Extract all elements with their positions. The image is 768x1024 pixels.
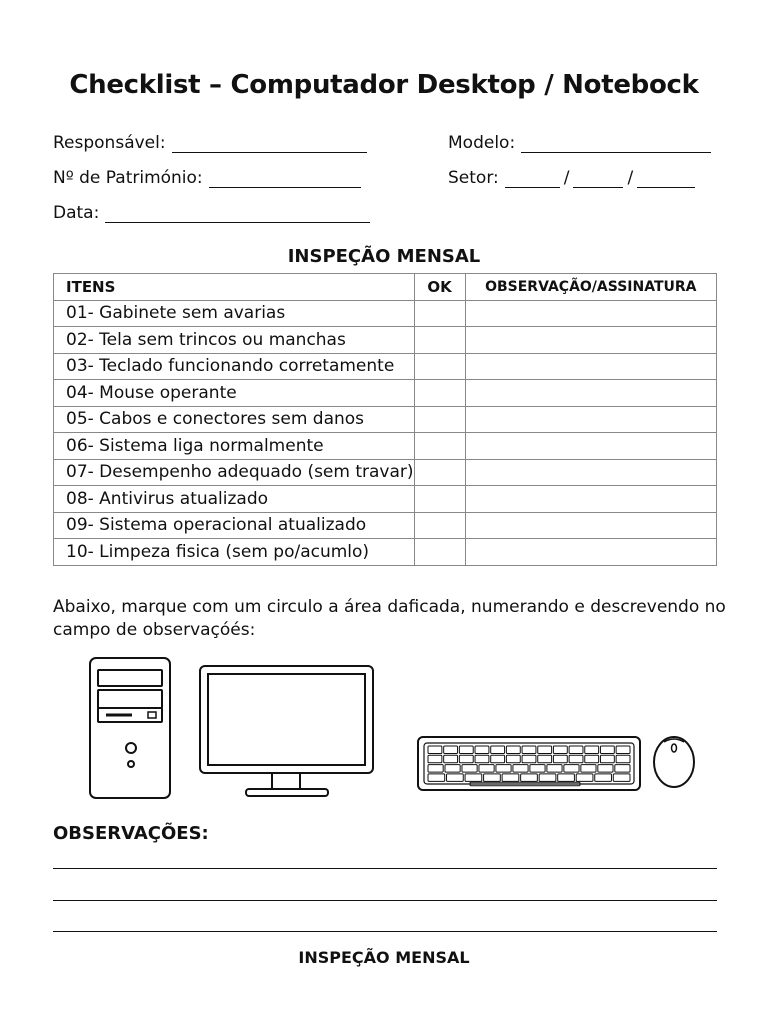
keyboard-key <box>581 765 596 773</box>
table-row <box>54 300 717 327</box>
observation-cell[interactable] <box>465 486 716 513</box>
patrimonio-field <box>53 168 361 188</box>
item-text: 05- Cabos e conectores sem danos <box>66 409 365 430</box>
setor-input-line-1[interactable] <box>505 169 560 188</box>
ok-cell[interactable] <box>414 300 465 327</box>
table-row <box>54 459 717 486</box>
observation-cell[interactable] <box>465 459 716 486</box>
item-text: 06- Sistema liga normalmente <box>66 435 324 456</box>
item-label <box>54 459 415 486</box>
observation-cell[interactable] <box>465 433 716 460</box>
keyboard-key <box>496 765 511 773</box>
keyboard-icon[interactable] <box>418 737 640 790</box>
ok-cell[interactable] <box>414 539 465 566</box>
keyboard-key <box>502 774 519 782</box>
mouse-icon[interactable] <box>654 737 694 787</box>
item-label <box>54 380 415 407</box>
table-row <box>54 539 717 566</box>
keyboard-key <box>521 774 538 782</box>
ok-cell[interactable] <box>414 327 465 354</box>
item-text: 03- Teclado funcionando corretamente <box>66 356 395 377</box>
keyboard-key <box>598 765 613 773</box>
keyboard-key <box>428 746 442 754</box>
item-label <box>54 327 415 354</box>
item-label <box>54 486 415 513</box>
item-text: 04- Mouse operante <box>66 382 237 403</box>
ok-cell[interactable] <box>414 353 465 380</box>
keyboard-key <box>506 746 520 754</box>
ok-cell[interactable] <box>414 459 465 486</box>
item-label <box>54 433 415 460</box>
keyboard-key <box>600 755 614 763</box>
keyboard-key <box>547 765 562 773</box>
ok-cell[interactable] <box>414 380 465 407</box>
item-text: 01- Gabinete sem avarias <box>66 303 286 324</box>
patrimonio-input-line[interactable] <box>209 169 361 188</box>
keyboard-key <box>447 774 464 782</box>
monitor-icon[interactable] <box>200 666 373 796</box>
table-row <box>54 406 717 433</box>
observations-title: OBSERVAÇÕES: <box>53 823 209 844</box>
keyboard-key <box>615 765 630 773</box>
observation-cell[interactable] <box>465 406 716 433</box>
item-label <box>54 539 415 566</box>
keyboard-key <box>553 746 567 754</box>
ok-cell[interactable] <box>414 406 465 433</box>
keyboard-key <box>616 746 630 754</box>
observation-cell[interactable] <box>465 353 716 380</box>
keyboard-key <box>558 774 575 782</box>
item-text: 10- Limpeza fisica (sem po/acumlo) <box>66 541 370 562</box>
keyboard-key <box>428 765 443 773</box>
keyboard-key <box>600 746 614 754</box>
equipment-drawings <box>0 650 768 810</box>
item-text: 08- Antivirus atualizado <box>66 488 269 509</box>
keyboard-key <box>564 765 579 773</box>
item-label <box>54 512 415 539</box>
setor-slash-1: / <box>563 168 570 188</box>
ok-cell[interactable] <box>414 486 465 513</box>
observation-line-1[interactable] <box>53 868 717 869</box>
observation-cell[interactable] <box>465 300 716 327</box>
keyboard-key <box>522 746 536 754</box>
observation-cell[interactable] <box>465 512 716 539</box>
table-row <box>54 353 717 380</box>
keyboard-key <box>484 774 501 782</box>
keyboard-key <box>444 755 458 763</box>
keyboard-key <box>539 774 556 782</box>
responsavel-field <box>53 133 367 153</box>
setor-field <box>448 168 695 188</box>
keyboard-key <box>585 746 599 754</box>
responsavel-label: Responsável: <box>53 133 166 153</box>
keyboard-key <box>513 765 528 773</box>
table-header-row <box>54 274 717 301</box>
keyboard-key <box>613 774 630 782</box>
keyboard-key <box>506 755 520 763</box>
keyboard-key <box>475 746 489 754</box>
keyboard-key <box>538 755 552 763</box>
item-text: 09- Sistema operacional atualizado <box>66 515 367 536</box>
item-text: 07- Desempenho adequado (sem travar) <box>66 462 414 483</box>
item-label <box>54 353 415 380</box>
setor-input-line-3[interactable] <box>637 169 695 188</box>
setor-slash-2: / <box>627 168 634 188</box>
data-label: Data: <box>53 203 100 223</box>
keyboard-key <box>585 755 599 763</box>
item-label <box>54 406 415 433</box>
item-text: 02- Tela sem trincos ou manchas <box>66 329 346 350</box>
instructions-text: Abaixo, marque com um circulo a área daficada, numerando e descrevendo no campo de observaçóés: <box>53 597 726 640</box>
keyboard-key <box>522 755 536 763</box>
keyboard-key <box>538 746 552 754</box>
keyboard-key <box>491 746 505 754</box>
inspection-title: INSPEÇÃO MENSAL <box>287 246 481 267</box>
footer-title: INSPEÇÃO MENSAL <box>298 948 470 967</box>
desktop-tower-icon[interactable] <box>90 658 170 798</box>
page-title: Checklist – Computador Desktop / Notebock <box>69 70 699 100</box>
observation-line-2[interactable] <box>53 900 717 901</box>
column-header-ok: OK <box>414 274 465 301</box>
keyboard-key <box>462 765 477 773</box>
data-input-line[interactable] <box>105 204 370 223</box>
item-label <box>54 300 415 327</box>
table-row <box>54 433 717 460</box>
patrimonio-label: Nº de Património: <box>53 168 203 188</box>
data-field <box>53 203 370 223</box>
modelo-input-line[interactable] <box>521 134 711 153</box>
inspection-table <box>53 273 717 566</box>
keyboard-key <box>530 765 545 773</box>
keyboard-key <box>465 774 482 782</box>
table-row <box>54 486 717 513</box>
ok-cell[interactable] <box>414 512 465 539</box>
keyboard-key <box>459 746 473 754</box>
observation-cell[interactable] <box>465 380 716 407</box>
observation-cell[interactable] <box>465 539 716 566</box>
keyboard-key <box>569 746 583 754</box>
column-header-itens: ITENS <box>54 274 415 301</box>
keyboard-key <box>445 765 460 773</box>
ok-cell[interactable] <box>414 433 465 460</box>
modelo-field <box>448 133 711 153</box>
setor-input-line-2[interactable] <box>573 169 623 188</box>
table-row <box>54 512 717 539</box>
responsavel-input-line[interactable] <box>172 134 367 153</box>
keyboard-key <box>553 755 567 763</box>
observation-cell[interactable] <box>465 327 716 354</box>
keyboard-key <box>595 774 612 782</box>
keyboard-key <box>444 746 458 754</box>
keyboard-key <box>576 774 593 782</box>
setor-label: Setor: <box>448 168 499 188</box>
keyboard-key <box>428 774 445 782</box>
keyboard-key <box>491 755 505 763</box>
keyboard-keys <box>428 746 630 786</box>
keyboard-key <box>616 755 630 763</box>
keyboard-key <box>475 755 489 763</box>
modelo-label: Modelo: <box>448 133 516 153</box>
keyboard-key <box>569 755 583 763</box>
keyboard-key <box>428 755 442 763</box>
column-header-observacao: OBSERVAÇÃO/ASSINATURA <box>465 274 716 301</box>
keyboard-key <box>459 755 473 763</box>
table-row <box>54 327 717 354</box>
table-row <box>54 380 717 407</box>
observation-line-3[interactable] <box>53 931 717 932</box>
keyboard-key <box>479 765 494 773</box>
